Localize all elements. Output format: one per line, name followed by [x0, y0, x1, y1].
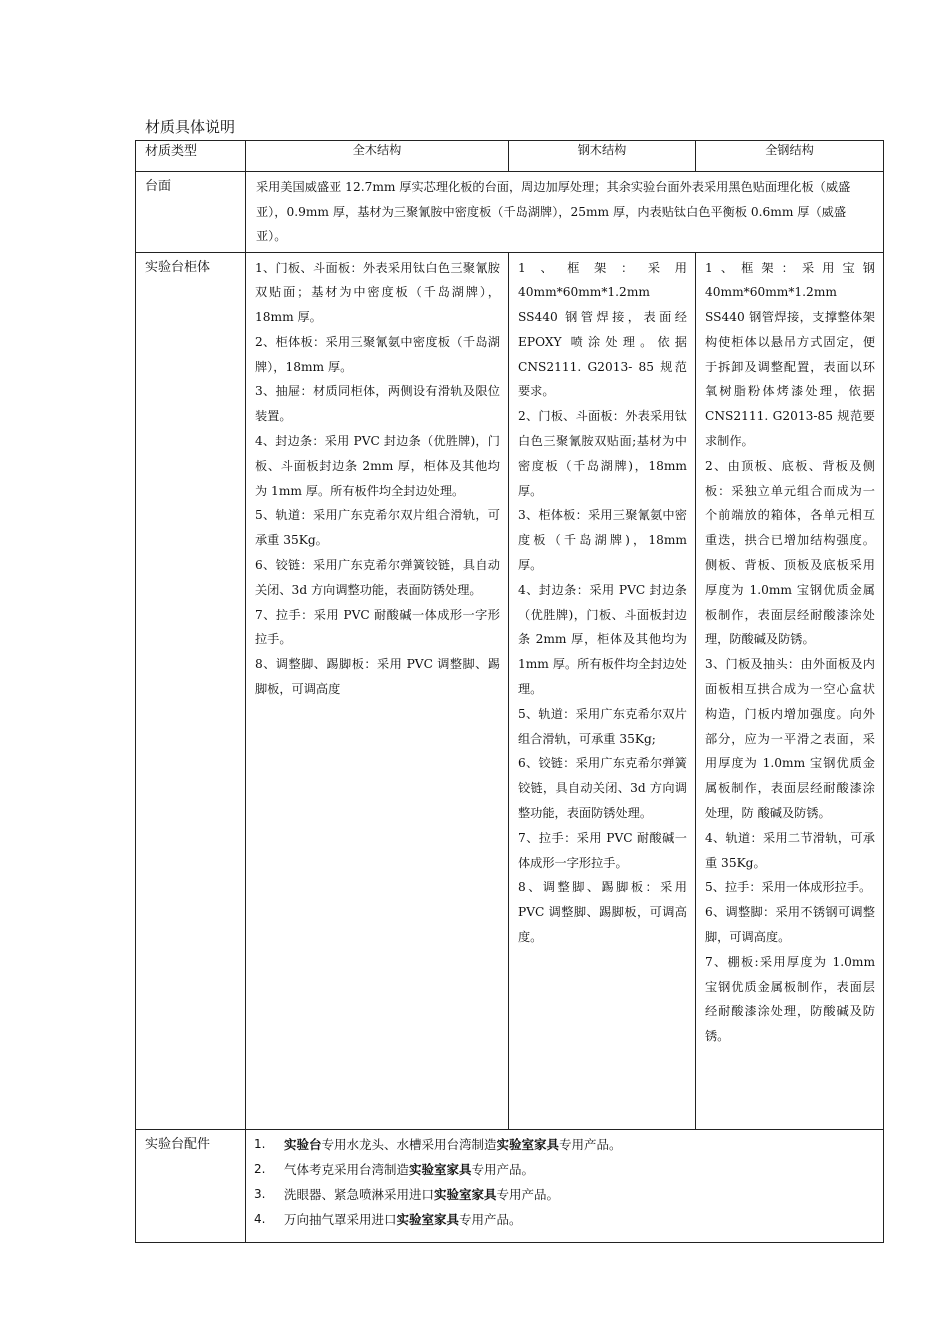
- list-item: 7、拉手：采用 PVC 耐酸碱一体成形一字形拉手。: [518, 830, 687, 870]
- countertop-label: 台面: [136, 172, 246, 253]
- list-item: 7、拉手：采用 PVC 耐酸碱一体成形一字形拉手。: [255, 607, 500, 647]
- list-item: 2. 气体考克采用台湾制造实验室家具专用产品。: [254, 1161, 535, 1177]
- header-material-type: 材质类型: [136, 141, 246, 172]
- cabinet-steel-cell: [696, 252, 884, 1129]
- list-item: 4、封边条：采用 PVC 封边条（优胜牌)，门板、斗面板封边条 2mm 厚，柜体及其他均为 1mm 厚。所有板件均全封边处理。: [518, 582, 687, 697]
- list-item: 6、调整脚：采用不锈钢可调整脚，可调高度。: [705, 905, 875, 945]
- list-item: 3、柜体板：采用三聚氰氨中密度板（千岛湖牌)，18mm 厚。: [518, 508, 687, 573]
- document-title: 材质具体说明: [145, 118, 236, 136]
- list-item: 8、调整脚、踢脚板：采用 PVC 调整脚、踢脚板，可调高度: [255, 657, 500, 697]
- list-item: 1. 实验台专用水龙头、水槽采用台湾制造实验室家具专用产品。: [254, 1136, 622, 1152]
- list-item: 4、轨道：采用二节滑轨，可承重 35Kg。: [705, 830, 875, 870]
- list-item: 2、由顶板、底板、背板及侧板：采独立单元组合而成为一个前端放的箱体，各单元相互重迭，拱合已增加结构强度。侧板、背板、顶板及底板采用厚度为 1.0mm 宝钢优质金属板制作，表面层经耐酸漆涂处理，防酸碱及防锈。: [705, 458, 875, 647]
- accessories-list: [246, 1130, 883, 1232]
- list-item: 4. 万向抽气罩采用进口实验室家具专用产品。: [254, 1211, 522, 1227]
- list-item: 6、铰链：采用广东克希尔弹簧铰链，具自动关闭、3d 方向调整功能，表面防锈处理。: [255, 558, 500, 597]
- countertop-row: [136, 172, 884, 253]
- list-item: 8、调整脚、踢脚板：采用 PVC 调整脚、踢脚板，可调高度。: [518, 880, 687, 945]
- list-item: 5、拉手：采用一体成形拉手。: [705, 880, 872, 895]
- list-item: 2、门板、斗面板：外表采用钛白色三聚氰胺双贴面;基材为中密度板（千岛湖牌)，18mm 厚。: [518, 409, 687, 498]
- list-item: 7、棚板:采用厚度为 1.0mm 宝钢优质金属板制作，表面层经耐酸漆涂处理，防酸碱及防锈。: [705, 954, 875, 1044]
- list-item: 3、门板及抽头：由外面板及内面板相互拱合成为一空心盒状构造，门板内增加强度。向外部分，应为一平滑之表面，采用厚度为 1.0mm 宝钢优质金属板制作，表面层经耐酸漆涂处理，防 酸碱及防锈。: [705, 657, 875, 821]
- list-item: 5、轨道：采用广东克希尔双片组合滑轨，可承重 35Kg;: [518, 706, 687, 746]
- list-item: 4、封边条：采用 PVC 封边条（优胜牌)，门板、斗面板封边条 2mm 厚，柜体及其他均为 1mm 厚。所有板件均全封边处理。: [255, 434, 500, 498]
- list-item: 1、框架：采用宝钢 40mm*60mm*1.2mm SS440 钢管焊接，支撑整体架构使柜体以悬吊方式固定，便于拆卸及调整配置，表面以环氧树脂粉体烤漆处理，依据 CNS2111. G2013-85 规范要求制作。: [705, 260, 875, 449]
- list-item: 1、门板、斗面板：外表采用钛白色三聚氰胺双贴面；基材为中密度板（千岛湖牌），18mm 厚。: [255, 260, 500, 325]
- accessories-label: 实验台配件: [136, 1129, 246, 1242]
- list-item: 3、抽屉：材质同柜体，两侧设有滑轨及限位装置。: [255, 384, 500, 424]
- cabinet-label: 实验台柜体: [136, 252, 246, 1129]
- list-item: 1、框架：采用 40mm*60mm*1.2mm SS440 钢管焊接，表面经 EPOXY 喷涂处理。依据 CNS2111. G2013- 85 规范要求。: [518, 260, 687, 399]
- list-item: 2、柜体板：采用三聚氰氨中密度板（千岛湖牌），18mm 厚。: [255, 334, 500, 374]
- countertop-text: 采用美国威盛亚 12.7mm 厚实芯理化板的台面，周边加厚处理；其余实验台面外表采用黑色贴面理化板（威盛亚），0.9mm 厚，基材为三聚氰胺中密度板（千岛湖牌），25mm 厚，内表贴钛白色平衡板 0.6mm 厚（威盛亚）。: [256, 180, 851, 243]
- header-steel-wood: 钢木结构: [509, 141, 696, 172]
- cabinet-row: [136, 252, 884, 1129]
- accessories-cell: [246, 1129, 884, 1242]
- list-item: 3. 洗眼器、紧急喷淋采用进口实验室家具专用产品。: [254, 1186, 560, 1202]
- cabinet-wood-cell: [246, 252, 509, 1129]
- countertop-description: [246, 172, 884, 253]
- list-item: 6、铰链：采用广东克希尔弹簧铰链，具自动关闭、3d 方向调整功能，表面防锈处理。: [518, 756, 687, 821]
- material-spec-table: [135, 140, 884, 1243]
- header-row: [136, 141, 884, 172]
- header-full-wood: 全木结构: [246, 141, 509, 172]
- cabinet-steel-wood-cell: [509, 252, 696, 1129]
- accessories-row: [136, 1129, 884, 1242]
- header-full-steel: 全钢结构: [696, 141, 884, 172]
- list-item: 5、轨道：采用广东克希尔双片组合滑轨，可承重 35Kg。: [255, 508, 500, 548]
